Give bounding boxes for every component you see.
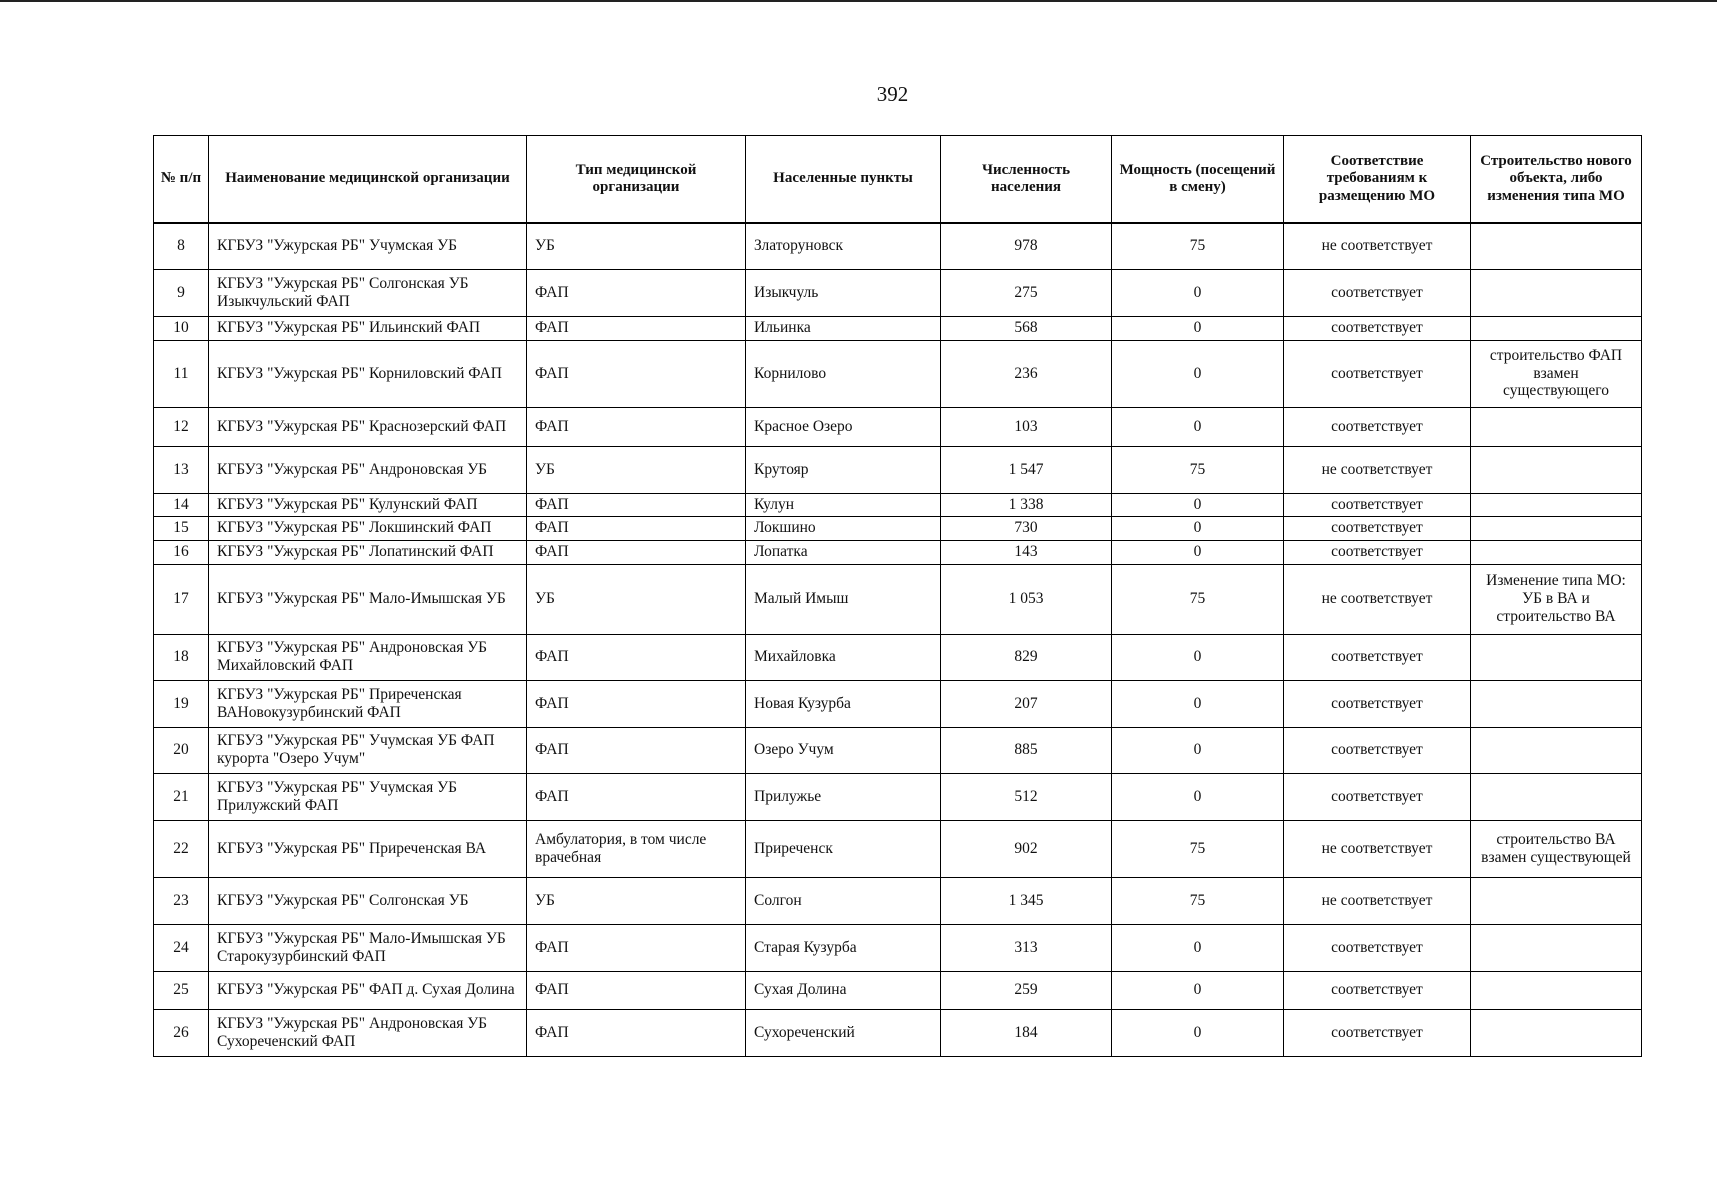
compliance-status: соответствует	[1284, 680, 1471, 727]
organization-type: Амбулатория, в том числе врачебная	[527, 820, 746, 877]
population-value: 512	[941, 773, 1112, 820]
organization-type: ФАП	[527, 269, 746, 316]
construction-note	[1471, 727, 1642, 773]
capacity-value: 0	[1112, 540, 1284, 564]
construction-note	[1471, 680, 1642, 727]
construction-note	[1471, 316, 1642, 340]
table-row	[154, 493, 1642, 516]
population-value: 259	[941, 971, 1112, 1009]
row-number: 19	[154, 680, 209, 727]
row-number: 15	[154, 516, 209, 540]
organization-name: КГБУЗ "Ужурская РБ" ФАП д. Сухая Долина	[209, 971, 527, 1009]
row-number: 11	[154, 340, 209, 407]
capacity-value: 0	[1112, 269, 1284, 316]
capacity-value: 0	[1112, 1009, 1284, 1056]
construction-note	[1471, 540, 1642, 564]
population-value: 207	[941, 680, 1112, 727]
construction-note: строительство ВА взамен существующей	[1471, 820, 1642, 877]
organization-type: ФАП	[527, 316, 746, 340]
page-number: 392	[876, 82, 909, 106]
table-header-row	[154, 136, 1642, 224]
organization-type: ФАП	[527, 493, 746, 516]
population-value: 1 053	[941, 564, 1112, 634]
settlement-name: Озеро Учум	[746, 727, 941, 773]
row-number: 8	[154, 223, 209, 269]
compliance-status: не соответствует	[1284, 223, 1471, 269]
header-capacity: Мощность (посещений в смену)	[1112, 136, 1284, 224]
organization-name: КГБУЗ "Ужурская РБ" Приреченская ВА	[209, 820, 527, 877]
capacity-value: 0	[1112, 516, 1284, 540]
organization-type: УБ	[527, 564, 746, 634]
population-value: 103	[941, 407, 1112, 446]
construction-note: Изменение типа МО: УБ в ВА и строительство ВА	[1471, 564, 1642, 634]
organization-type: УБ	[527, 446, 746, 493]
organization-name: КГБУЗ "Ужурская РБ" Учумская УБ Прилужский ФАП	[209, 773, 527, 820]
organization-name: КГБУЗ "Ужурская РБ" Андроновская УБ	[209, 446, 527, 493]
table-row	[154, 773, 1642, 820]
compliance-status: соответствует	[1284, 634, 1471, 680]
compliance-status: соответствует	[1284, 493, 1471, 516]
compliance-status: соответствует	[1284, 540, 1471, 564]
settlement-name: Изыкчуль	[746, 269, 941, 316]
table-row	[154, 269, 1642, 316]
organization-type: ФАП	[527, 540, 746, 564]
population-value: 978	[941, 223, 1112, 269]
row-number: 14	[154, 493, 209, 516]
organization-name: КГБУЗ "Ужурская РБ" Лопатинский ФАП	[209, 540, 527, 564]
organization-type: ФАП	[527, 407, 746, 446]
capacity-value: 0	[1112, 680, 1284, 727]
organization-type: УБ	[527, 223, 746, 269]
settlement-name: Новая Кузурба	[746, 680, 941, 727]
population-value: 829	[941, 634, 1112, 680]
organization-type: ФАП	[527, 773, 746, 820]
organization-name: КГБУЗ "Ужурская РБ" Солгонская УБ Изыкчульский ФАП	[209, 269, 527, 316]
table-row	[154, 316, 1642, 340]
capacity-value: 0	[1112, 340, 1284, 407]
compliance-status: не соответствует	[1284, 877, 1471, 924]
capacity-value: 75	[1112, 820, 1284, 877]
construction-note	[1471, 877, 1642, 924]
table-row	[154, 223, 1642, 269]
population-value: 184	[941, 1009, 1112, 1056]
row-number: 9	[154, 269, 209, 316]
compliance-status: не соответствует	[1284, 564, 1471, 634]
compliance-status: соответствует	[1284, 340, 1471, 407]
settlement-name: Златоруновск	[746, 223, 941, 269]
capacity-value: 75	[1112, 223, 1284, 269]
capacity-value: 0	[1112, 773, 1284, 820]
row-number: 10	[154, 316, 209, 340]
table-row	[154, 516, 1642, 540]
population-value: 143	[941, 540, 1112, 564]
construction-note	[1471, 971, 1642, 1009]
header-type: Тип медицинской организации	[527, 136, 746, 224]
header-population: Численность населения	[941, 136, 1112, 224]
organization-type: ФАП	[527, 516, 746, 540]
compliance-status: соответствует	[1284, 316, 1471, 340]
construction-note	[1471, 269, 1642, 316]
table-row	[154, 680, 1642, 727]
organization-name: КГБУЗ "Ужурская РБ" Приреченская ВАНовокузурбинский ФАП	[209, 680, 527, 727]
compliance-status: соответствует	[1284, 269, 1471, 316]
row-number: 12	[154, 407, 209, 446]
capacity-value: 0	[1112, 971, 1284, 1009]
organization-type: ФАП	[527, 680, 746, 727]
organization-name: КГБУЗ "Ужурская РБ" Солгонская УБ	[209, 877, 527, 924]
header-construction: Строительство нового объекта, либо изменения типа МО	[1471, 136, 1642, 224]
organization-type: ФАП	[527, 971, 746, 1009]
organization-type: УБ	[527, 877, 746, 924]
compliance-status: соответствует	[1284, 407, 1471, 446]
table-row	[154, 877, 1642, 924]
population-value: 730	[941, 516, 1112, 540]
population-value: 885	[941, 727, 1112, 773]
table-row	[154, 407, 1642, 446]
capacity-value: 0	[1112, 924, 1284, 971]
organization-type: ФАП	[527, 924, 746, 971]
settlement-name: Красное Озеро	[746, 407, 941, 446]
settlement-name: Сухореченский	[746, 1009, 941, 1056]
population-value: 313	[941, 924, 1112, 971]
table-row	[154, 924, 1642, 971]
row-number: 18	[154, 634, 209, 680]
compliance-status: не соответствует	[1284, 446, 1471, 493]
row-number: 21	[154, 773, 209, 820]
construction-note	[1471, 773, 1642, 820]
settlement-name: Кулун	[746, 493, 941, 516]
table-row	[154, 540, 1642, 564]
settlement-name: Прилужье	[746, 773, 941, 820]
settlement-name: Малый Имыш	[746, 564, 941, 634]
table-row	[154, 1009, 1642, 1056]
organization-type: ФАП	[527, 340, 746, 407]
row-number: 20	[154, 727, 209, 773]
organization-name: КГБУЗ "Ужурская РБ" Андроновская УБ Сухореченский ФАП	[209, 1009, 527, 1056]
population-value: 902	[941, 820, 1112, 877]
organization-name: КГБУЗ "Ужурская РБ" Ильинский ФАП	[209, 316, 527, 340]
organization-name: КГБУЗ "Ужурская РБ" Андроновская УБ Михайловский ФАП	[209, 634, 527, 680]
organization-name: КГБУЗ "Ужурская РБ" Учумская УБ	[209, 223, 527, 269]
table-body	[154, 223, 1642, 1056]
settlement-name: Старая Кузурба	[746, 924, 941, 971]
organization-type: ФАП	[527, 634, 746, 680]
compliance-status: соответствует	[1284, 773, 1471, 820]
header-compliance: Соответствие требованиям к размещению МО	[1284, 136, 1471, 224]
settlement-name: Крутояр	[746, 446, 941, 493]
capacity-value: 0	[1112, 727, 1284, 773]
settlement-name: Приреченск	[746, 820, 941, 877]
organization-name: КГБУЗ "Ужурская РБ" Кулунский ФАП	[209, 493, 527, 516]
population-value: 1 338	[941, 493, 1112, 516]
table-row	[154, 971, 1642, 1009]
organization-name: КГБУЗ "Ужурская РБ" Мало-Имышская УБ	[209, 564, 527, 634]
organization-name: КГБУЗ "Ужурская РБ" Локшинский ФАП	[209, 516, 527, 540]
settlement-name: Ильинка	[746, 316, 941, 340]
settlement-name: Корнилово	[746, 340, 941, 407]
organization-type: ФАП	[527, 727, 746, 773]
population-value: 568	[941, 316, 1112, 340]
table-row	[154, 727, 1642, 773]
row-number: 25	[154, 971, 209, 1009]
settlement-name: Солгон	[746, 877, 941, 924]
construction-note	[1471, 407, 1642, 446]
construction-note: строительство ФАП взамен существующего	[1471, 340, 1642, 407]
capacity-value: 0	[1112, 316, 1284, 340]
organization-name: КГБУЗ "Ужурская РБ" Краснозерский ФАП	[209, 407, 527, 446]
compliance-status: соответствует	[1284, 1009, 1471, 1056]
construction-note	[1471, 493, 1642, 516]
construction-note	[1471, 634, 1642, 680]
settlement-name: Лопатка	[746, 540, 941, 564]
population-value: 236	[941, 340, 1112, 407]
capacity-value: 75	[1112, 877, 1284, 924]
row-number: 22	[154, 820, 209, 877]
capacity-value: 0	[1112, 407, 1284, 446]
row-number: 26	[154, 1009, 209, 1056]
construction-note	[1471, 924, 1642, 971]
construction-note	[1471, 446, 1642, 493]
row-number: 13	[154, 446, 209, 493]
settlement-name: Сухая Долина	[746, 971, 941, 1009]
header-settlements: Населенные пункты	[746, 136, 941, 224]
capacity-value: 0	[1112, 493, 1284, 516]
row-number: 24	[154, 924, 209, 971]
row-number: 16	[154, 540, 209, 564]
capacity-value: 75	[1112, 446, 1284, 493]
medical-organizations-table	[153, 135, 1642, 1057]
table-row	[154, 340, 1642, 407]
organization-name: КГБУЗ "Ужурская РБ" Мало-Имышская УБ Старокузурбинский ФАП	[209, 924, 527, 971]
header-organization: Наименование медицинской организации	[209, 136, 527, 224]
organization-type: ФАП	[527, 1009, 746, 1056]
population-value: 275	[941, 269, 1112, 316]
capacity-value: 75	[1112, 564, 1284, 634]
table-row	[154, 564, 1642, 634]
population-value: 1 547	[941, 446, 1112, 493]
compliance-status: соответствует	[1284, 727, 1471, 773]
compliance-status: не соответствует	[1284, 820, 1471, 877]
construction-note	[1471, 516, 1642, 540]
scan-top-edge	[0, 0, 1717, 2]
table-row	[154, 446, 1642, 493]
table-row	[154, 820, 1642, 877]
compliance-status: соответствует	[1284, 971, 1471, 1009]
settlement-name: Михайловка	[746, 634, 941, 680]
row-number: 23	[154, 877, 209, 924]
capacity-value: 0	[1112, 634, 1284, 680]
table-row	[154, 634, 1642, 680]
header-number: № п/п	[154, 136, 209, 224]
construction-note	[1471, 223, 1642, 269]
row-number: 17	[154, 564, 209, 634]
construction-note	[1471, 1009, 1642, 1056]
population-value: 1 345	[941, 877, 1112, 924]
compliance-status: соответствует	[1284, 516, 1471, 540]
organization-name: КГБУЗ "Ужурская РБ" Корниловский ФАП	[209, 340, 527, 407]
compliance-status: соответствует	[1284, 924, 1471, 971]
organization-name: КГБУЗ "Ужурская РБ" Учумская УБ ФАП курорта "Озеро Учум"	[209, 727, 527, 773]
settlement-name: Локшино	[746, 516, 941, 540]
